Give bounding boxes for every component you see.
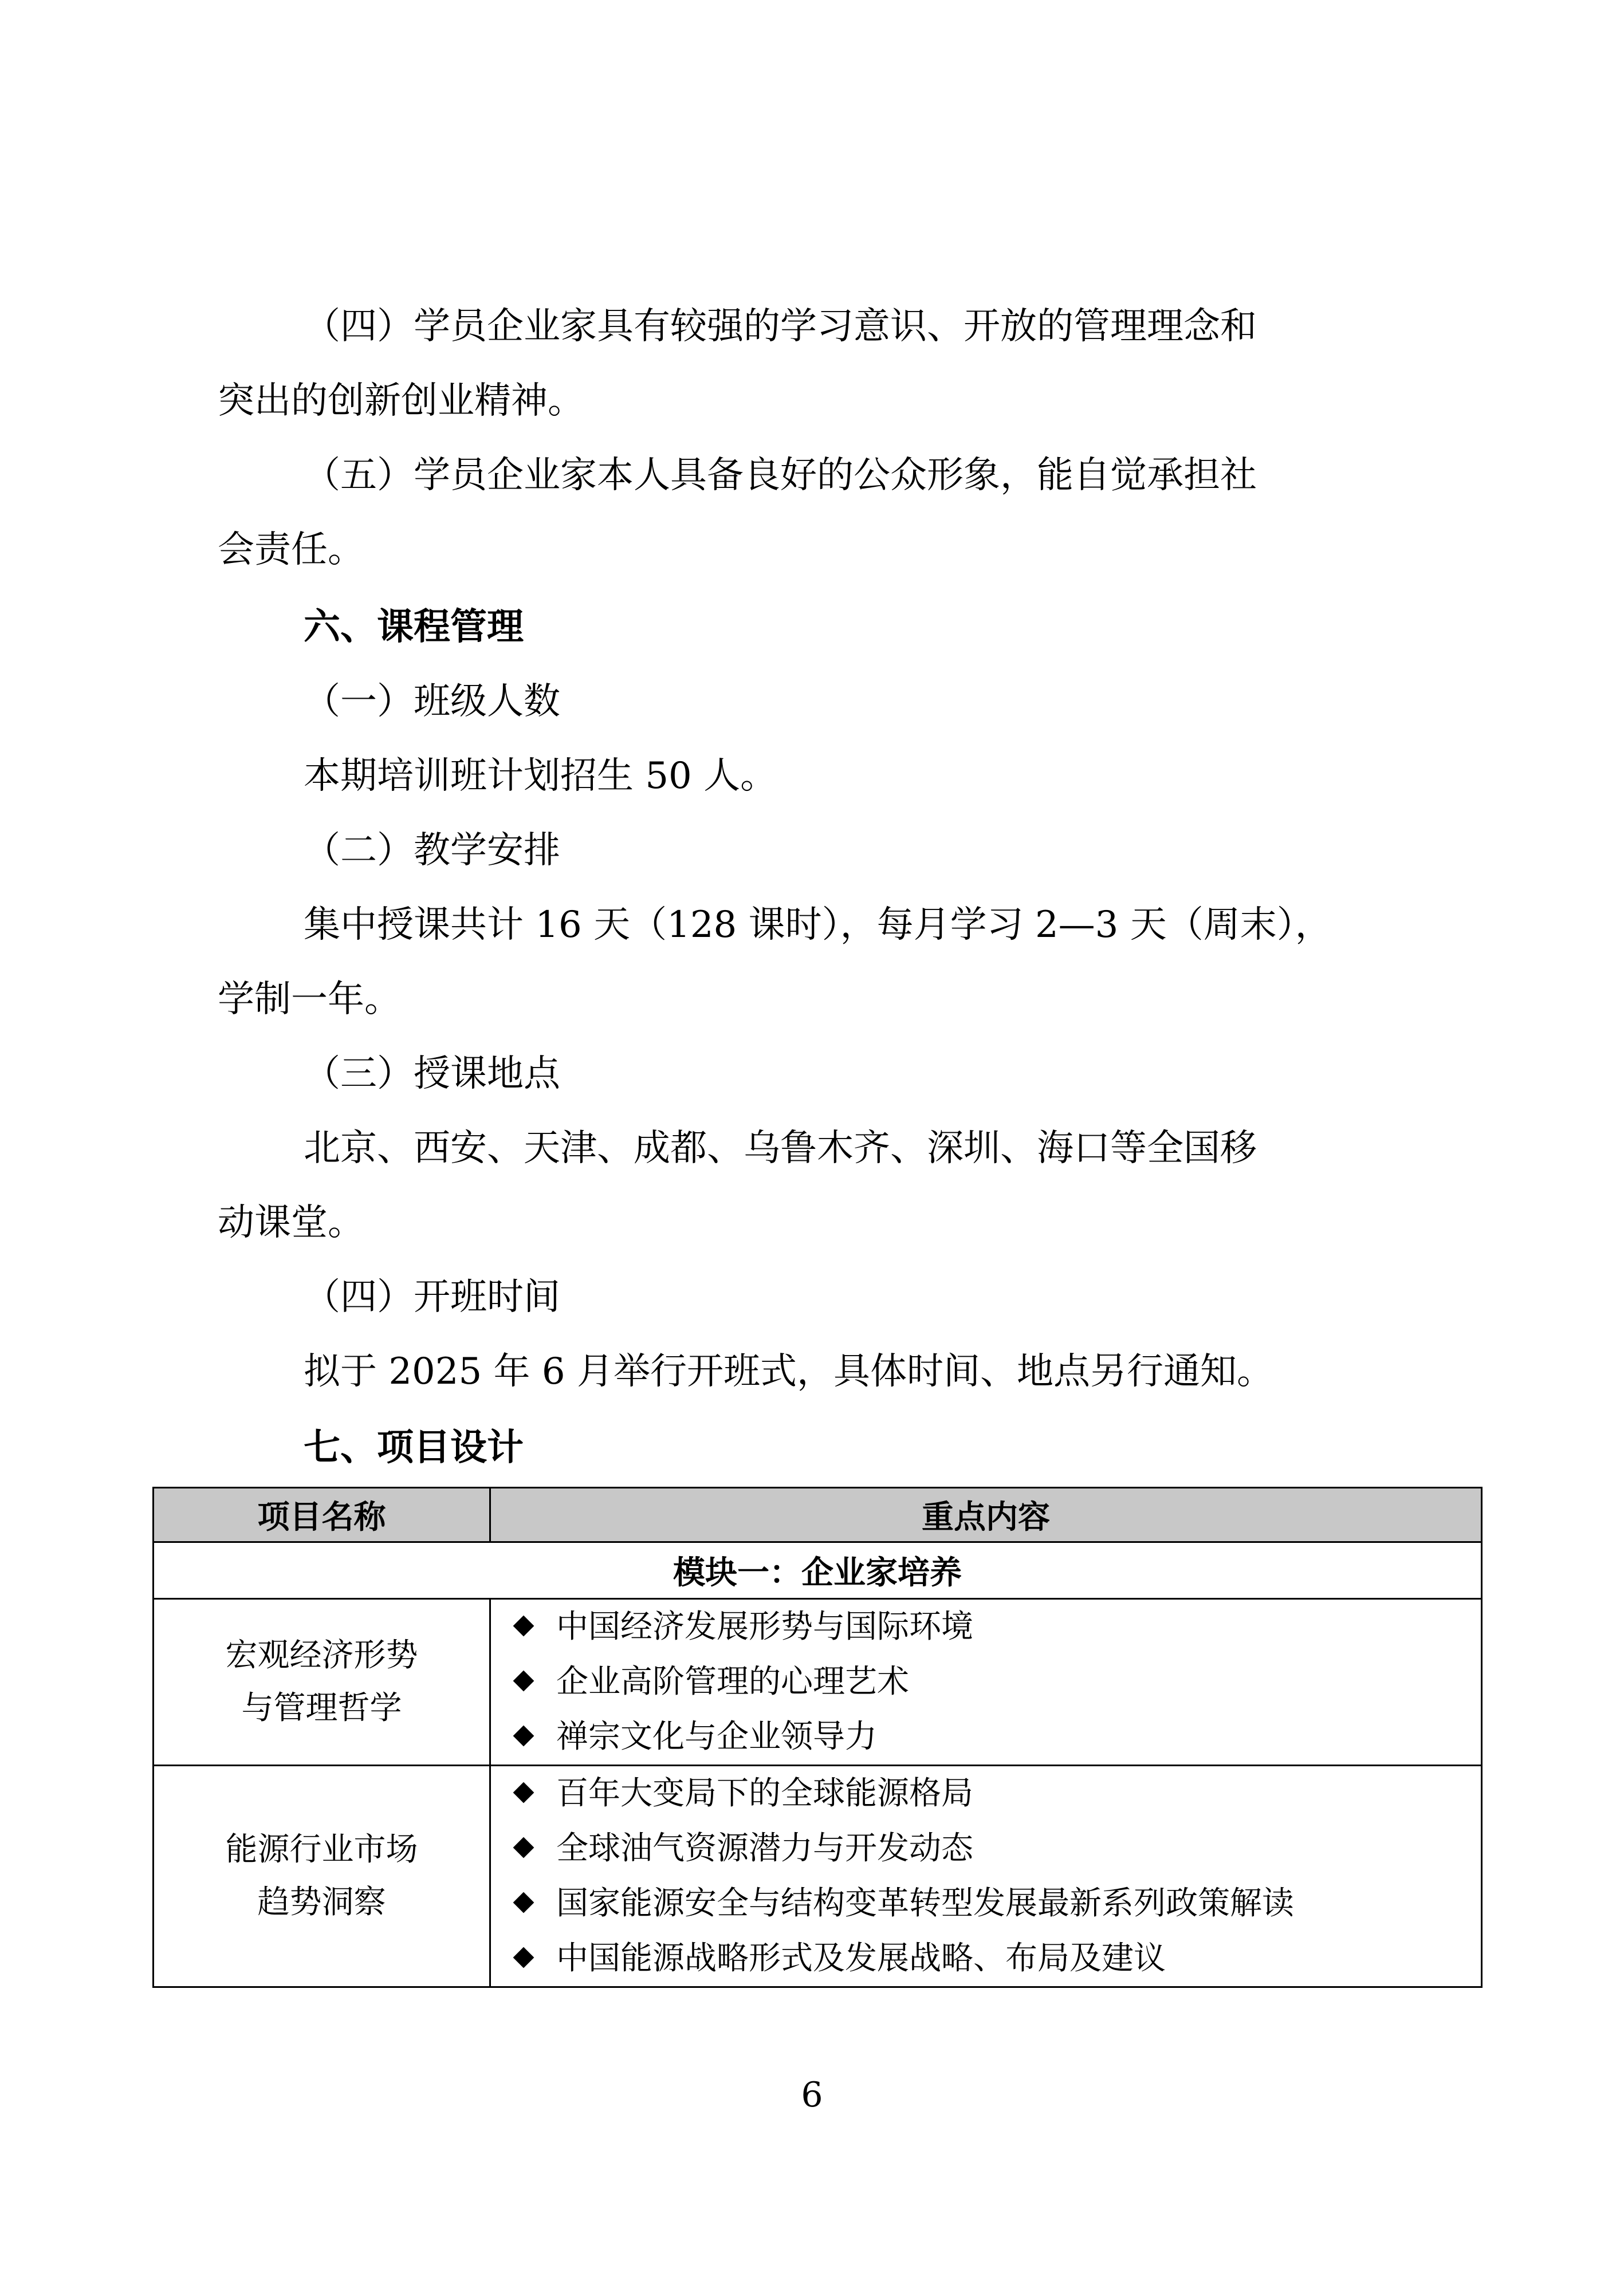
content-item-text: 国家能源安全与结构变革转型发展最新系列政策解读 [556,1885,1294,1922]
content-item [491,1766,1481,1821]
subsection-title-2: （二）教学安排 [304,829,560,872]
paragraph-5-line-1: （五）学员企业家本人具备良好的公众形象，能自觉承担社 [304,454,1257,497]
module-row [154,1542,1482,1599]
diamond-bullet-icon [513,1725,534,1746]
content-item [491,1821,1481,1876]
subsection-body-4: 拟于 2025 年 6 月举行开班式，具体时间、地点另行通知。 [304,1350,1273,1393]
subsection-title-3: （三）授课地点 [304,1053,560,1095]
content-item [491,1655,1481,1710]
content-item [491,1876,1481,1931]
diamond-bullet-icon [513,1947,534,1968]
content-item-text: 中国经济发展形势与国际环境 [556,1608,973,1645]
table-row [154,1766,1482,1987]
header-project-name: 项目名称 [154,1488,490,1542]
table-row [154,1599,1482,1766]
section-heading-6: 六、课程管理 [304,605,524,648]
subsection-body-3-line-2: 动课堂。 [218,1202,364,1244]
paragraph-4-line-2: 突出的创新创业精神。 [218,380,584,422]
key-content-cell [490,1599,1482,1766]
subsection-body-2-line-2: 学制一年。 [218,978,401,1021]
project-name-line: 能源行业市场 [225,1831,418,1868]
content-item-text: 禅宗文化与企业领导力 [556,1718,877,1755]
project-name-line: 趋势洞察 [257,1884,386,1921]
module-title: 模块一：企业家培养 [154,1542,1482,1599]
project-name-line: 宏观经济形势 [225,1637,418,1674]
content-item-text: 中国能源战略形式及发展战略、布局及建议 [556,1940,1166,1977]
paragraph-5-line-2: 会责任。 [218,529,364,571]
content-item-text: 百年大变局下的全球能源格局 [556,1775,973,1812]
diamond-bullet-icon [513,1892,534,1913]
subsection-body-2-line-1: 集中授课共计 16 天（128 课时），每月学习 2—3 天（周末）， [304,904,1332,946]
content-item [491,1931,1481,1986]
content-item [491,1600,1481,1655]
subsection-body-3-line-1: 北京、西安、天津、成都、乌鲁木齐、深圳、海口等全国移 [304,1127,1257,1169]
diamond-bullet-icon [513,1615,534,1636]
content-item [491,1710,1481,1765]
paragraph-4-line-1: （四）学员企业家具有较强的学习意识、开放的管理理念和 [304,305,1257,348]
table-header-row [154,1488,1482,1542]
header-key-content: 重点内容 [490,1488,1482,1542]
subsection-title-4: （四）开班时间 [304,1276,560,1318]
subsection-title-1: （一）班级人数 [304,680,560,723]
project-design-table [152,1487,1483,1988]
page-number: 6 [801,2075,823,2115]
project-name-cell [154,1599,490,1766]
diamond-bullet-icon [513,1782,534,1803]
content-item-text: 企业高阶管理的心理艺术 [556,1663,909,1700]
project-name-cell [154,1766,490,1987]
subsection-body-1: 本期培训班计划招生 50 人。 [304,755,777,797]
section-heading-7: 七、项目设计 [304,1426,524,1469]
key-content-cell [490,1766,1482,1987]
content-item-text: 全球油气资源潜力与开发动态 [556,1830,973,1867]
diamond-bullet-icon [513,1670,534,1691]
project-name-line: 与管理哲学 [241,1689,402,1727]
diamond-bullet-icon [513,1837,534,1858]
